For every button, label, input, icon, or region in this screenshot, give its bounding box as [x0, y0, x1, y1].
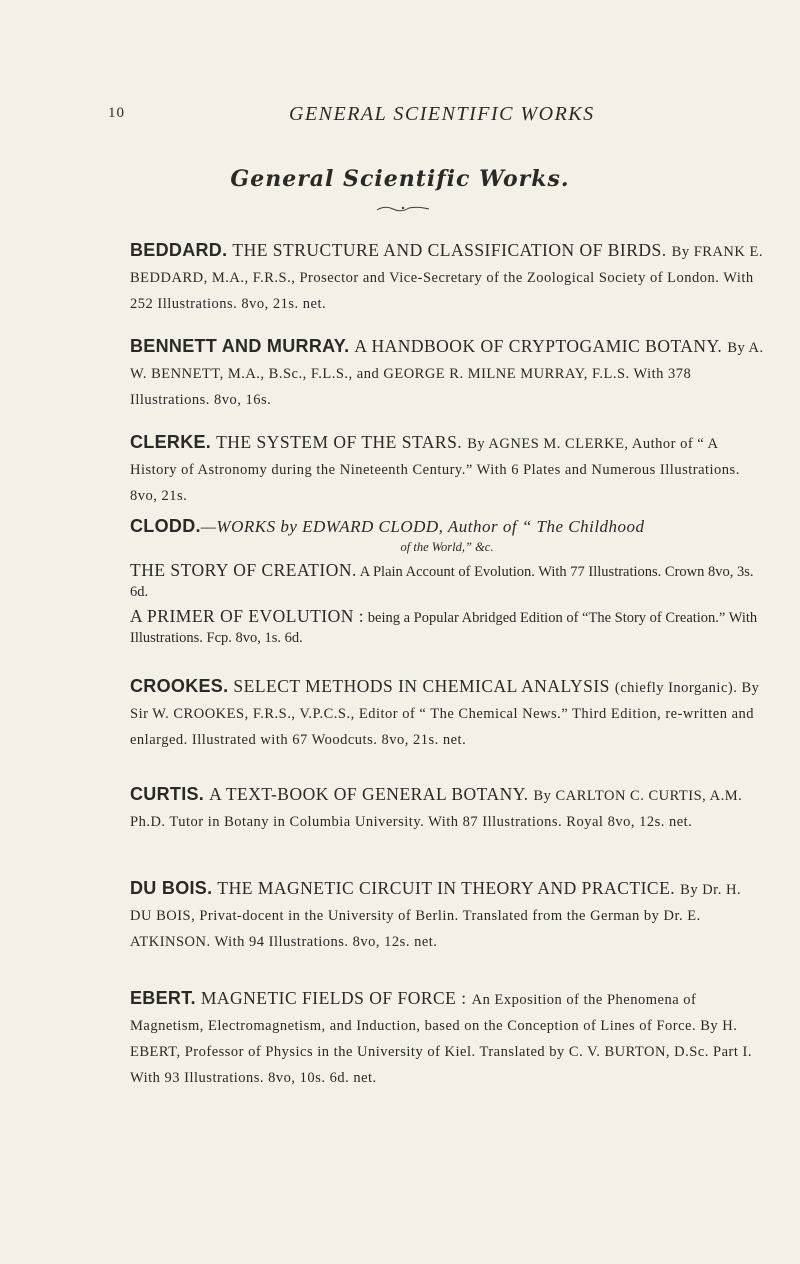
entry-curtis: [130, 782, 764, 834]
entry-subhead: —WORKS by EDWARD CLODD, Author of “ The Childhood: [200, 517, 645, 536]
entry-author: BEDDARD.: [130, 240, 228, 260]
entry-title: THE MAGNETIC CIRCUIT IN THEORY AND PRACTICE.: [217, 878, 676, 898]
entry-author: CROOKES.: [130, 676, 229, 696]
entry-crookes: [130, 674, 764, 752]
entry-clodd: [130, 514, 764, 648]
entry-author: CLERKE.: [130, 432, 212, 452]
entry-du-bois: [130, 876, 764, 954]
sub-entry-story-of-creation: [130, 560, 764, 602]
ornament-flourish-icon: [375, 203, 431, 213]
entry-body: By AGNES M. CLERKE, Author of “ A History of Astronomy during the Nineteenth Century.” With 6 Plates and Numerous Illustrations. 8vo, 21s.: [130, 436, 740, 504]
entry-author: DU BOIS.: [130, 878, 213, 898]
entry-title: A TEXT-BOOK OF GENERAL BOTANY.: [209, 784, 529, 804]
entry-author: CLODD.: [130, 516, 201, 536]
entry-body: By CARLTON C. CURTIS, A.M. Ph.D. Tutor in Botany in Columbia University. With 87 Illustrations. Royal 8vo, 12s. net.: [130, 788, 743, 830]
running-title: GENERAL SCIENTIFIC WORKS: [289, 103, 595, 125]
entry-clerke: [130, 430, 764, 508]
entry-ebert: [130, 986, 764, 1090]
entry-title: A HANDBOOK OF CRYPTOGAMIC BOTANY.: [354, 336, 723, 356]
entry-author: BENNETT AND MURRAY.: [130, 336, 350, 356]
entry-title: THE SYSTEM OF THE STARS.: [216, 432, 463, 452]
entry-subhead-continued: of the World,” &c.: [400, 540, 494, 554]
entry-body: being a Popular Abridged Edition of “The Story of Creation.” With Illustrations. Fcp. 8vo, 1s. 6d.: [130, 610, 758, 646]
entry-author: CURTIS.: [130, 784, 205, 804]
entry-body: (chiefly Inorganic). By Sir W. CROOKES, F.R.S., V.P.C.S., Editor of “ The Chemical News.” Third Edition, re-written and enlarged. Illustrated with 67 Woodcuts. 8vo, 21s. net.: [130, 680, 760, 748]
sub-entry-primer-of-evolution: [130, 606, 764, 648]
entry-title: SELECT METHODS IN CHEMICAL ANALYSIS: [233, 676, 610, 696]
entry-title: A PRIMER OF EVOLUTION :: [130, 606, 365, 626]
entry-author: EBERT.: [130, 988, 196, 1008]
page-number: 10: [108, 105, 125, 121]
running-head: [108, 103, 740, 127]
entry-title: THE STRUCTURE AND CLASSIFICATION OF BIRDS.: [232, 240, 667, 260]
entry-title: MAGNETIC FIELDS OF FORCE :: [200, 988, 467, 1008]
entry-beddard: [130, 238, 764, 316]
entry-body: A Plain Account of Evolution. With 77 Illustrations. Crown 8vo, 3s. 6d.: [130, 564, 754, 600]
entry-bennett-murray: [130, 334, 764, 412]
section-title: General Scientific Works.: [230, 166, 570, 192]
entry-body: By A. W. BENNETT, M.A., B.Sc., F.L.S., and GEORGE R. MILNE MURRAY, F.L.S. With 378 Illustrations. 8vo, 16s.: [130, 340, 764, 408]
entry-body: An Exposition of the Phenomena of Magnetism, Electromagnetism, and Induction, based on the Conception of Lines of Force. By H. EBERT, Professor of Physics in the University of Kiel. Translated by C. V. BURTON, D.Sc. Part I. With 93 Illustrations. 8vo, 10s. 6d. net.: [130, 992, 752, 1086]
entry-body: By FRANK E. BEDDARD, M.A., F.R.S., Prosector and Vice-Secretary of the Zoological Society of London. With 252 Illustrations. 8vo, 21s. net.: [130, 244, 763, 312]
entry-body: By Dr. H. DU BOIS, Privat-docent in the University of Berlin. Translated from the German by Dr. E. ATKINSON. With 94 Illustrations. 8vo, 12s. net.: [130, 882, 742, 950]
entry-title: THE STORY OF CREATION.: [130, 560, 357, 580]
